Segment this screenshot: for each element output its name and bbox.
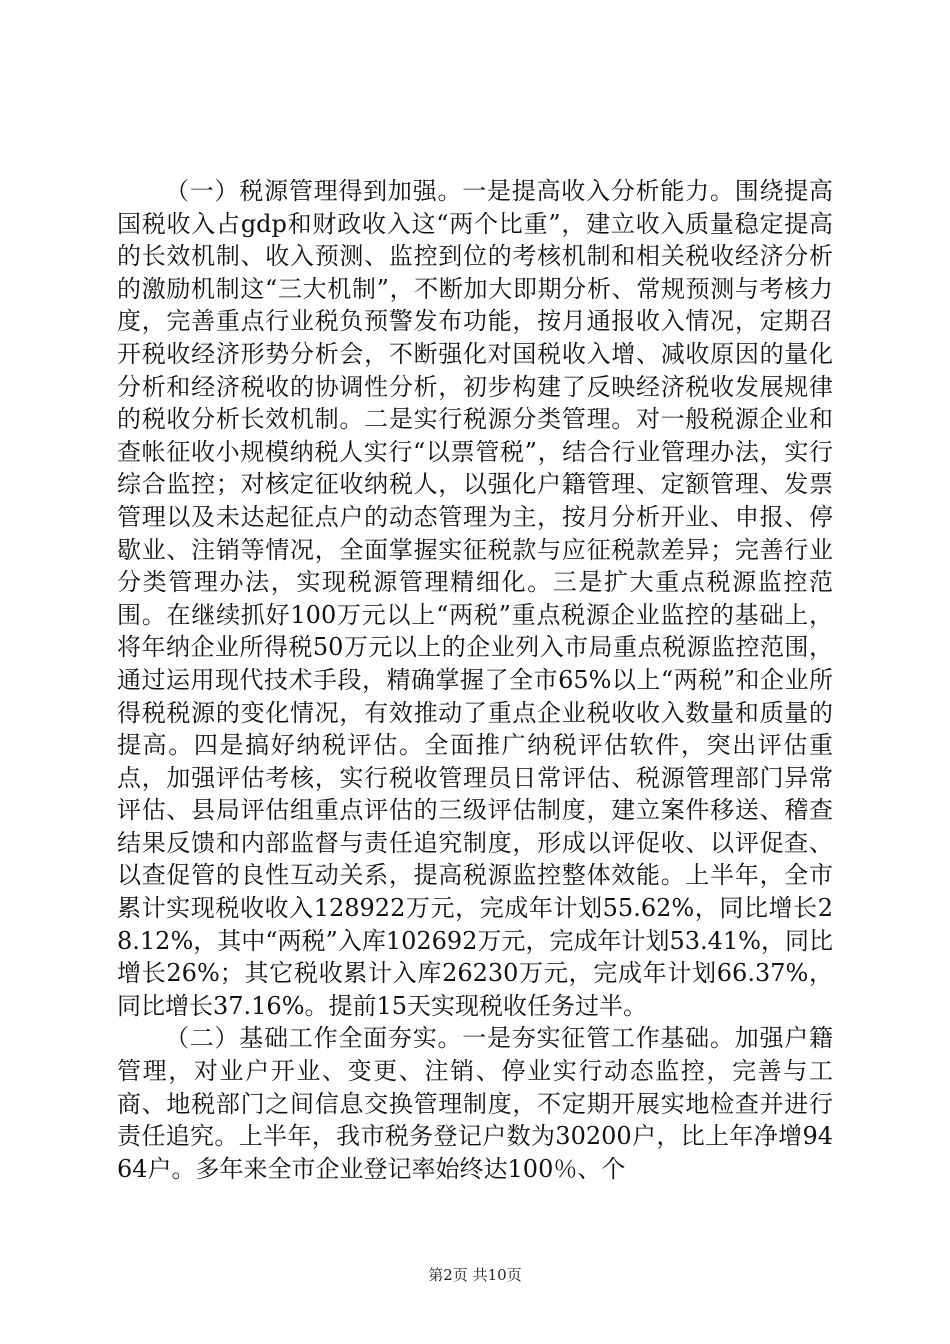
body-text — [117, 175, 833, 1185]
paragraph-basic-work: （二）基础工作全面夯实。一是夯实征管工作基础。加强户籍管理，对业户开业、变更、注销、停业实行动态监控，完善与工商、地税部门之间信息交换管理制度，不定期开展实地检查并进行责任追究。上半年，我市税务登记户数为30200户，比上年净增9464户。多年来全市企业登记率始终达100％、个 — [117, 1024, 833, 1183]
page-footer: 第2页 共10页 — [428, 1266, 522, 1284]
paragraph-tax-source-management: （一）税源管理得到加强。一是提高收入分析能力。围绕提高国税收入占gdp和财政收入这“两个比重”，建立收入质量稳定提高的长效机制、收入预测、监控到位的考核机制和相关税收经济分析的激励机制这“三大机制”，不断加大即期分析、常规预测与考核力度，完善重点行业税负预警发布功能，按月通报收入情况，定期召开税收经济形势分析会，不断强化对国税收入增、减收原因的量化分析和经济税收的协调性分析，初步构建了反映经济税收发展规律的税收分析长效机制。二是实行税源分类管理。对一般税源企业和查帐征收小规模纳税人实行“以票管税”，结合行业管理办法，实行综合监控；对核定征收纳税人，以强化户籍管理、定额管理、发票管理以及未达起征点户的动态管理为主，按月分析开业、申报、停歇业、注销等情况，全面掌握实征税款与应征税款差异；完善行业分类管理办法，实现税源管理精细化。三是扩大重点税源监控范围。在继续抓好100万元以上“两税”重点税源企业监控的基础上，将年纳企业所得税50万元以上的企业列入市局重点税源监控范围，通过运用现代技术手段，精确掌握了全市65%以上“两税”和企业所得税税源的变化情况，有效推动了重点企业税收收入数量和质量的提高。四是搞好纳税评估。全面推广纳税评估软件，突出评估重点，加强评估考核，实行税收管理员日常评估、税源管理部门异常评估、县局评估组重点评估的三级评估制度，建立案件移送、稽查结果反馈和内部监督与责任追究制度，形成以评促收、以评促查、以查促管的良性互动关系，提高税源监控整体效能。上半年，全市累计实现税收收入128922万元，完成年计划55.62%，同比增长28.12%，其中“两税”入库102692万元，完成年计划53.41%，同比增长26%；其它税收累计入库26230万元，完成年计划66.37%，同比增长37.16%。提前15天实现税收任务过半。 — [117, 177, 833, 1020]
